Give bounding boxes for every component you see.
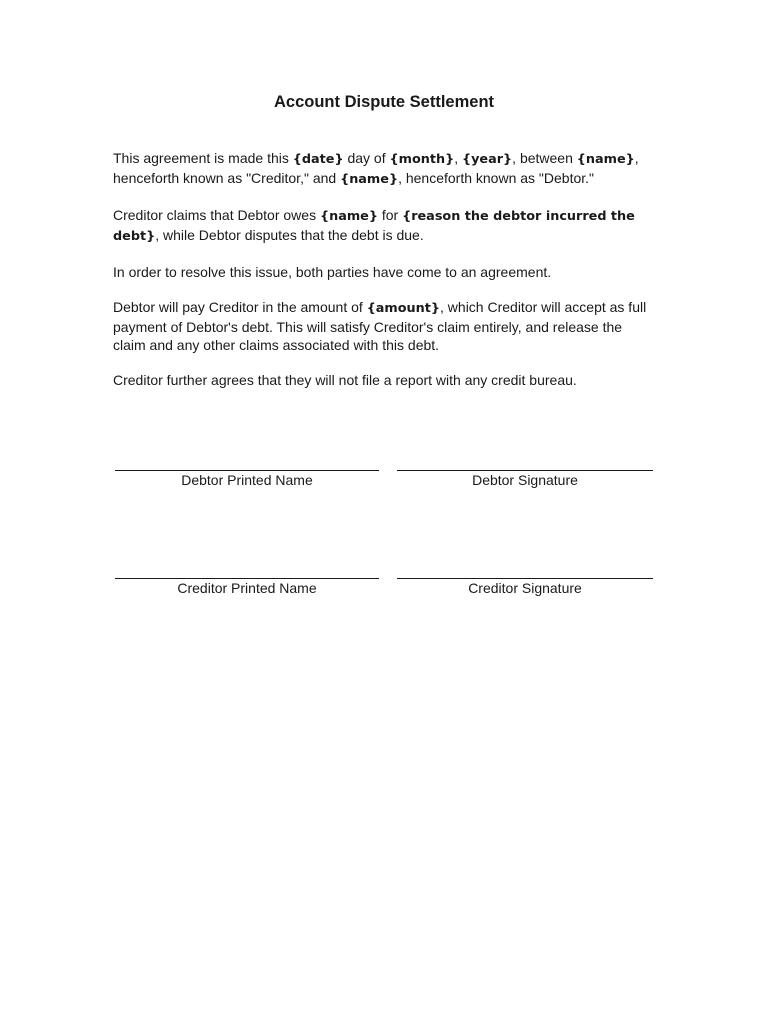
paragraph-text: , which Creditor will accept as full payment of Debtor's debt. This will satisfy Creditor's claim entirely, and release the claim and any other claims associated with this debt. — [113, 299, 647, 353]
paragraph-text: , while Debtor disputes that the debt is due. — [155, 227, 424, 243]
reason-placeholder: {reason the debtor incurred the debt} — [113, 209, 635, 244]
paragraph-claim — [113, 206, 658, 246]
debtor-name-placeholder: {name} — [340, 172, 399, 187]
paragraph-credit-bureau: Creditor further agrees that they will not file a report with any credit bureau. — [113, 372, 577, 388]
amount-placeholder: {amount} — [366, 301, 441, 316]
debtor-printed-name-label: Debtor Printed Name — [181, 472, 313, 488]
paragraph-text: Creditor claims that Debtor owes — [113, 207, 320, 223]
creditor-signature-label: Creditor Signature — [468, 580, 582, 596]
debtor-signature-label: Debtor Signature — [472, 472, 578, 488]
name-placeholder: {name} — [319, 209, 378, 224]
paragraph-text: , — [454, 150, 462, 166]
paragraph-resolution: In order to resolve this issue, both parties have come to an agreement. — [113, 264, 552, 280]
creditor-printed-name-label: Creditor Printed Name — [177, 580, 317, 596]
date-placeholder: {date} — [292, 152, 344, 167]
agreement-body — [113, 149, 658, 406]
paragraph-text: , between — [512, 150, 577, 166]
signature-line — [397, 470, 653, 471]
paragraph-text: This agreement is made this — [113, 150, 293, 166]
paragraph-text: day of — [343, 150, 390, 166]
paragraph-text: Debtor will pay Creditor in the amount of — [113, 299, 367, 315]
paragraph-text: , henceforth known as "Debtor." — [398, 170, 595, 186]
debtor-signature-field[interactable] — [397, 470, 653, 488]
month-placeholder: {month} — [389, 152, 455, 167]
paragraph-text: for — [377, 207, 403, 223]
creditor-signature-field[interactable] — [397, 578, 653, 596]
signature-line — [397, 578, 653, 579]
year-placeholder: {year} — [461, 152, 513, 167]
creditor-name-placeholder: {name} — [576, 152, 635, 167]
debtor-printed-name-field[interactable] — [115, 470, 379, 488]
paragraph-text: , henceforth known as "Creditor," and — [113, 150, 639, 186]
document-title: Account Dispute Settlement — [273, 93, 495, 111]
creditor-printed-name-field[interactable] — [115, 578, 379, 596]
paragraph-payment — [113, 298, 658, 354]
paragraph-parties — [113, 149, 658, 189]
signature-line — [115, 578, 379, 579]
signature-line — [115, 470, 379, 471]
